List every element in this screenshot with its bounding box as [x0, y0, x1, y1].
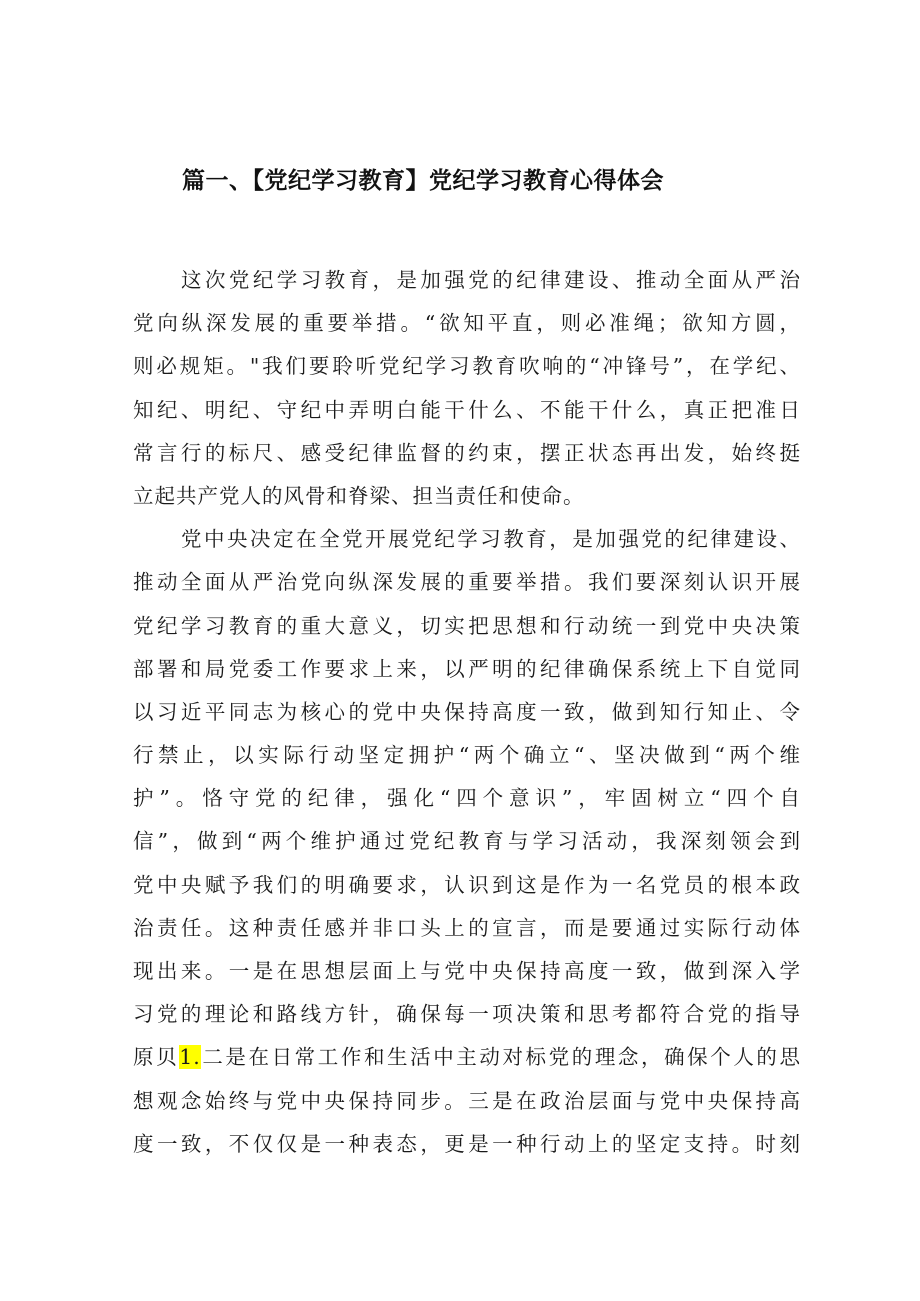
paragraph-2-line-14: 想观念始终与党中央保持同步。三是在政治层面与党中央保持高: [133, 1088, 801, 1113]
paragraph-1-line-5: 常言行的标尺、感受纪律监督的约束，摆正状态再出发，始终挺: [133, 440, 801, 465]
paragraph-2-line-11: 现出来。一是在思想层面上与党中央保持高度一致，做到深入学: [133, 959, 801, 983]
paragraph-2-line-4: 部署和局党委工作要求上来，以严明的纪律确保系统上下自觉同: [133, 656, 801, 681]
document-title: 篇一、【党纪学习教育】党纪学习教育心得体会: [182, 168, 664, 194]
paragraph-2-line-5: 以习近平同志为核心的党中央保持高度一致，做到知行知止、令: [133, 699, 801, 724]
line-text-before: 原贝: [133, 1045, 180, 1070]
document-body: [133, 259, 801, 1166]
paragraph-2-line-2: 推动全面从严治党向纵深发展的重要举措。我们要深刻认识开展: [133, 570, 801, 595]
paragraph-2-line-8: 信”，做到“两个维护通过党纪教育与学习活动，我深刻领会到: [133, 829, 801, 854]
paragraph-2-line-9: 党中央赋予我们的明确要求，认识到这是作为一名党员的根本政: [133, 872, 801, 897]
paragraph-1-line-6: 立起共产党人的风骨和脊梁、担当责任和使命。: [133, 483, 585, 508]
line-text-after: 二是在日常工作和生活中主动对标党的理念，确保个人的思: [200, 1045, 802, 1070]
paragraph-1-line-1: 这次党纪学习教育，是加强党的纪律建设、推动全面从严治: [181, 268, 801, 292]
paragraph-1-line-2: 党向纵深发展的重要举措。“欲知平直，则必准绳；欲知方圆，: [133, 311, 801, 336]
paragraph-2-line-1: 党中央决定在全党开展党纪学习教育，是加强党的纪律建设、: [181, 527, 801, 552]
paragraph-2-line-10: 治责任。这种责任感并非口头上的宣言，而是要通过实际行动体: [133, 915, 801, 940]
paragraph-2-line-3: 党纪学习教育的重大意义，切实把思想和行动统一到党中央决策: [133, 613, 801, 638]
highlighted-text: 1.: [179, 1045, 201, 1070]
paragraph-2-line-12: 习党的理论和路线方针，确保每一项决策和思考都符合党的指导: [133, 1002, 801, 1027]
paragraph-2-line-15: 度一致，不仅仅是一种表态，更是一种行动上的坚定支持。时刻: [133, 1131, 801, 1156]
paragraph-1-line-4: 知纪、明纪、守纪中弄明白能干什么、不能干什么，真正把准日: [133, 397, 801, 422]
paragraph-2-line-7: 护”。恪守党的纪律，强化“四个意识”，牢固树立“四个自: [133, 786, 801, 811]
paragraph-2-line-6: 行禁止，以实际行动坚定拥护“两个确立“、坚决做到“两个维: [133, 743, 801, 768]
paragraph-1-line-3: 则必规矩。"我们要聆听党纪学习教育吹响的“冲锋号”，在学纪、: [133, 354, 801, 379]
paragraph-2-line-13: [133, 1036, 801, 1079]
